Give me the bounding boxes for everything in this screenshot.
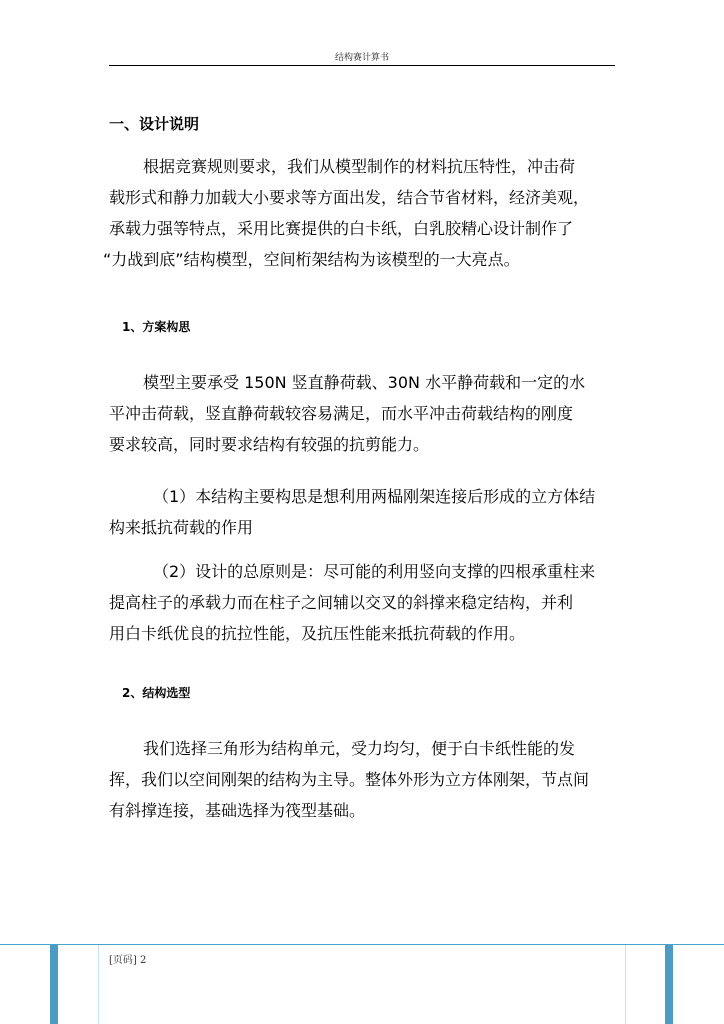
paragraph-line: 平冲击荷载，竖直静荷载较容易满足，而水平冲击荷载结构的刚度 [109, 404, 574, 423]
section-heading-design: 一、设计说明 [109, 115, 200, 133]
footer-rule [0, 944, 724, 945]
paragraph-line: 载形式和静力加载大小要求等方面出发，结合节省材料，经济美观， [109, 188, 590, 207]
paragraph-line: （2）设计的总原则是：尽可能的利用竖向支撑的四根承重柱来 [153, 562, 596, 581]
concept-paragraph-1 [109, 367, 629, 460]
structure-paragraph [109, 733, 629, 826]
paragraph-line: 构来抵抗荷载的作用 [109, 518, 254, 537]
paragraph-line: 用白卡纸优良的抗拉性能，及抗压性能来抵抗荷载的作用。 [109, 624, 526, 643]
intro-paragraph [103, 151, 629, 275]
paragraph-line: 我们选择三角形为结构单元，受力均匀，便于白卡纸性能的发 [143, 739, 576, 758]
paragraph-line: 模型主要承受 150N 竖直静荷载、30N 水平静荷载和一定的水 [143, 373, 586, 392]
footer-bar-right [665, 945, 673, 1024]
paragraph-line: 有斜撑连接，基础选择为筏型基础。 [109, 801, 366, 820]
footer-page-number: [页码] 2 [109, 955, 147, 966]
paragraph-line: 要求较高，同时要求结构有较强的抗剪能力。 [109, 435, 430, 454]
paragraph-line: “力战到底”结构模型，空间桁架结构为该模型的一大亮点。 [103, 250, 520, 269]
paragraph-line: 承载力强等特点，采用比赛提供的白卡纸，白乳胶精心设计制作了 [109, 219, 574, 238]
footer-inner-line-left [98, 945, 99, 1024]
footer-inner-line-right [625, 945, 626, 1024]
header-rule [109, 65, 615, 66]
paragraph-line: 挥，我们以空间刚架的结构为主导。整体外形为立方体刚架，节点间 [109, 770, 590, 789]
sub-heading-concept: 1、方案构思 [122, 320, 191, 334]
concept-paragraph-3 [109, 556, 629, 649]
paragraph-line: （1）本结构主要构思是想利用两榀刚架连接后形成的立方体结 [153, 487, 596, 506]
paragraph-line: 提高柱子的承载力而在柱子之间辅以交叉的斜撑来稳定结构，并利 [109, 593, 574, 612]
paragraph-line: 根据竞赛规则要求，我们从模型制作的材料抗压特性，冲击荷 [143, 157, 576, 176]
sub-heading-structure-selection: 2、结构选型 [122, 686, 191, 700]
concept-paragraph-2 [109, 481, 629, 543]
footer-bar-left [50, 945, 58, 1024]
page-header-title: 结构赛计算书 [334, 53, 389, 63]
